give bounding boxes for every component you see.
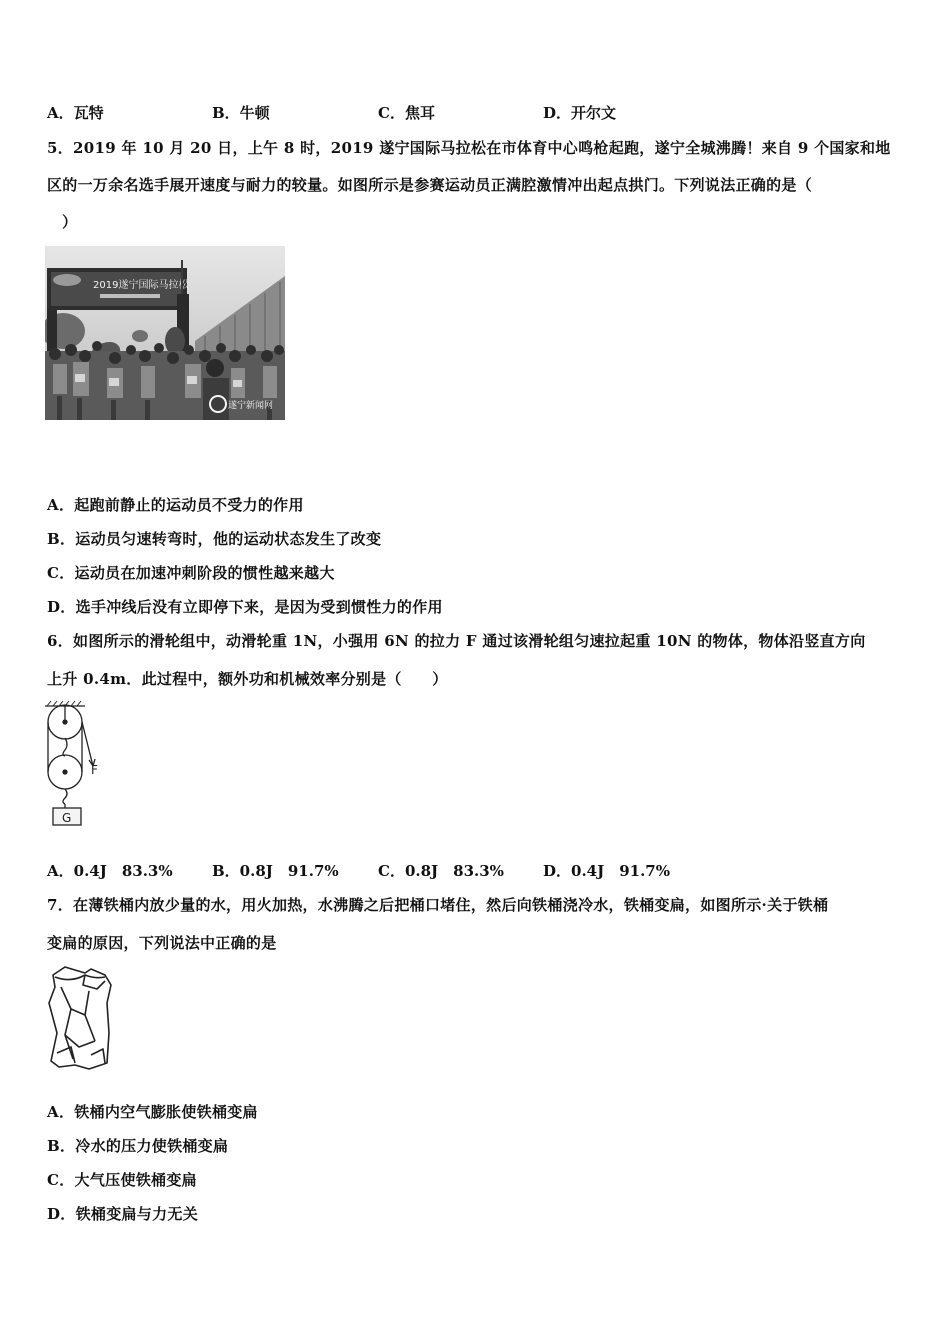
q5-option-d: D．选手冲线后没有立即停下来，是因为受到惯性力的作用	[47, 598, 443, 616]
q5-stem-line-3: ）	[62, 213, 78, 231]
q7-stem-line-2: 变扁的原因，下列说法中正确的是	[47, 934, 277, 952]
q5-option-a: A．起跑前静止的运动员不受力的作用	[47, 496, 304, 514]
photo-banner-text: 2019遂宁国际马拉松	[93, 280, 189, 291]
marathon-photo	[45, 246, 285, 420]
q4-option-b: B．牛顿	[212, 104, 270, 122]
photo-watermark-text: 遂宁新闻网	[228, 401, 274, 411]
q5-stem-line-2: 区的一万余名选手展开速度与耐力的较量。如图所示是参赛运动员正满腔激情冲出起点拱门。下列说法正确的是（	[47, 176, 813, 194]
q5-option-c: C．运动员在加速冲刺阶段的惯性越来越大	[47, 564, 335, 582]
q6-stem-line-1: 6．如图所示的滑轮组中，动滑轮重 1N，小强用 6N 的拉力 F 通过该滑轮组匀速拉起重 10N 的物体，物体沿竖直方向	[47, 632, 866, 650]
q5-option-b: B．运动员匀速转弯时，他的运动状态发生了改变	[47, 530, 382, 548]
pulley-diagram	[43, 700, 113, 828]
q7-option-a: A．铁桶内空气膨胀使铁桶变扁	[47, 1103, 258, 1121]
q5-stem-line-1: 5．2019 年 10 月 20 日，上午 8 时，2019 遂宁国际马拉松在市体育中心鸣枪起跑，遂宁全城沸腾！来自 9 个国家和地	[47, 139, 891, 157]
crushed-bucket-drawing	[45, 963, 115, 1073]
q6-option-c: C．0.8J 83.3%	[378, 862, 504, 880]
q7-stem-line-1: 7．在薄铁桶内放少量的水，用火加热，水沸腾之后把桶口堵住，然后向铁桶浇冷水，铁桶变扁，如图所示·关于铁桶	[47, 896, 829, 914]
q4-option-d: D．开尔文	[543, 104, 617, 122]
q4-option-a: A．瓦特	[47, 104, 104, 122]
q4-option-c: C．焦耳	[378, 104, 435, 122]
q6-stem-line-2: 上升 0.4m．此过程中，额外功和机械效率分别是（ ）	[47, 670, 448, 688]
q6-option-a: A．0.4J 83.3%	[47, 862, 173, 880]
q7-option-c: C．大气压使铁桶变扁	[47, 1171, 197, 1189]
q7-option-b: B．冷水的压力使铁桶变扁	[47, 1137, 229, 1155]
q6-option-b: B．0.8J 91.7%	[212, 862, 339, 880]
q6-option-d: D．0.4J 91.7%	[543, 862, 670, 880]
weight-label: G	[62, 811, 72, 825]
force-label: F	[91, 763, 98, 777]
q7-option-d: D．铁桶变扁与力无关	[47, 1205, 199, 1223]
